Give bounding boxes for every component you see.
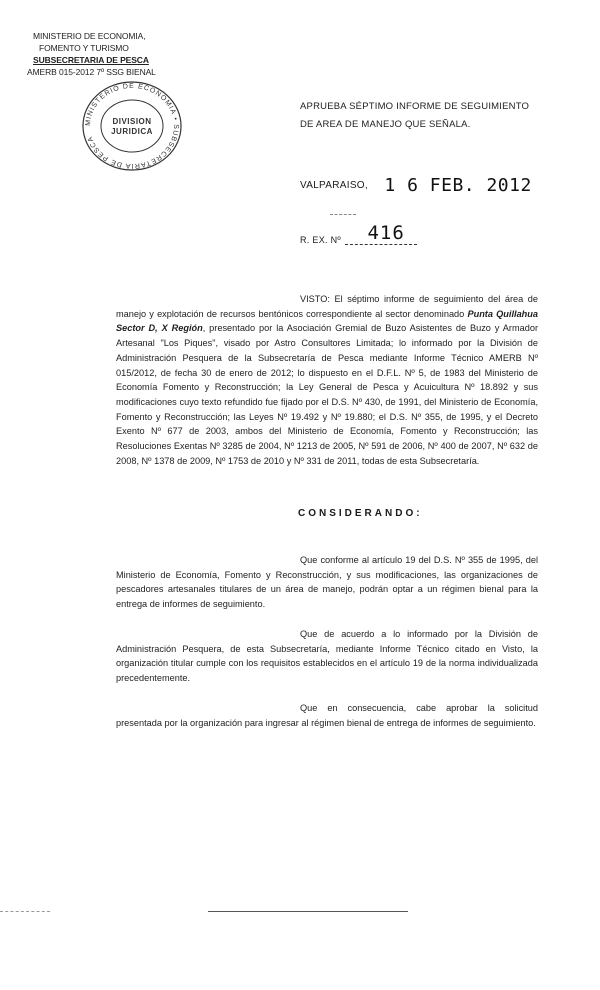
considerando-heading: CONSIDERANDO: <box>298 508 423 519</box>
resolution-tick-mark <box>330 214 356 216</box>
resolution-number-line <box>300 222 417 245</box>
ministry-line-2: FOMENTO Y TURISMO <box>39 43 129 53</box>
place-date-line <box>300 175 560 196</box>
considerando-paragraph-3 <box>116 701 538 730</box>
letterhead <box>27 30 156 78</box>
document-subject: APRUEBA SÉPTIMO INFORME DE SEGUIMIENTO DE AREA DE MANEJO QUE SEÑALA. <box>300 101 530 130</box>
resolution-number: 416 <box>345 222 417 245</box>
considerando-text-1: Que conforme al artículo 19 del D.S. Nº 355 de 1995, del Ministerio de Economía, Fomento y Reconstrucción, y sus modificaciones, las organizaciones de pescadores artesanales titulares de un área de manejo, podrán optar a un régimen bienal para la entrega de informes de seguimiento. <box>116 555 538 610</box>
seal-inner-line-2: JURIDICA <box>111 127 153 136</box>
division-juridica-seal-icon <box>70 78 194 174</box>
subsecretariat-name: SUBSECRETARIA DE PESCA <box>33 55 149 65</box>
considerando-paragraph-2 <box>116 627 538 686</box>
considerando-paragraph-1 <box>116 553 538 612</box>
seal-outer-text: MINISTERIO DE ECONOMIA • SUBSECRETARIA DE PESCA <box>84 82 180 170</box>
considerando-text-3: Que en consecuencia, cabe aprobar la solicitud presentada por la organización para ingresar al régimen bienal de entrega de informes de seguimiento. <box>116 703 538 728</box>
resolution-label: R. EX. Nº <box>300 235 341 245</box>
visto-lead-text: VISTO: El séptimo informe de seguimiento del área de manejo y explotación de recursos bentónicos correspondiente al sector denominado <box>116 294 538 319</box>
seal-inner-line-1: DIVISION <box>112 117 152 126</box>
reference-code: AMERB 015-2012 7º SSG BIENAL <box>27 67 156 77</box>
date-stamp: 1 6 FEB. 2012 <box>384 175 532 196</box>
visto-rest-text: , presentado por la Asociación Gremial de Buzo Asistentes de Buzo y Armador Artesanal "Los Piques", visado por Astro Consultores Limitada; lo informado por la División de Administración Pesquera de la Subsecretaría de Pesca mediante Informe Técnico AMERB Nº 015/2012, de fecha 30 de enero de 2012; lo dispuesto en el D.F.L. Nº 5, de 1983 del Ministerio de Economía Fomento y Reconstrucción; la Ley General de Pesca y Acuicultura Nº 18.892 y sus modificaciones cuyo texto refundido fue fijado por el D.S. Nº 430, de 1991, del Ministerio de Economía, Fomento y Reconstrucción; las Leyes Nº 19.492 y Nº 19.880; el D.S. Nº 355, de 1995, y el Decreto Exento Nº 677 de 2003, ambos del Ministerio de Economía, Fomento y Reconstrucción; las Resoluciones Exentas Nº 3285 de 2004, Nº 1213 de 2005, Nº 591 de 2006, Nº 400 de 2007, Nº 632 de 2008, Nº 1378 de 2009, Nº 1753 de 2010 y Nº 331 de 2011, todas de esta Subsecretaría. <box>116 323 539 466</box>
visto-sector-name: Punta Quillahua Sector D, X Región <box>116 308 539 334</box>
footer-divider-left <box>0 911 50 913</box>
considerando-text-2: Que de acuerdo a lo informado por la División de Administración Pesquera, de esta Subsecretaría, mediante Informe Técnico citado en Visto, la organización titular cumple con los requisitos establecidos en el artículo 19 de la norma individualizada precedentemente. <box>116 629 538 684</box>
footer-divider-right <box>208 911 408 912</box>
ministry-line-1: MINISTERIO DE ECONOMIA, <box>33 31 146 41</box>
visto-paragraph <box>116 292 538 468</box>
place-label: VALPARAISO, <box>300 180 368 191</box>
